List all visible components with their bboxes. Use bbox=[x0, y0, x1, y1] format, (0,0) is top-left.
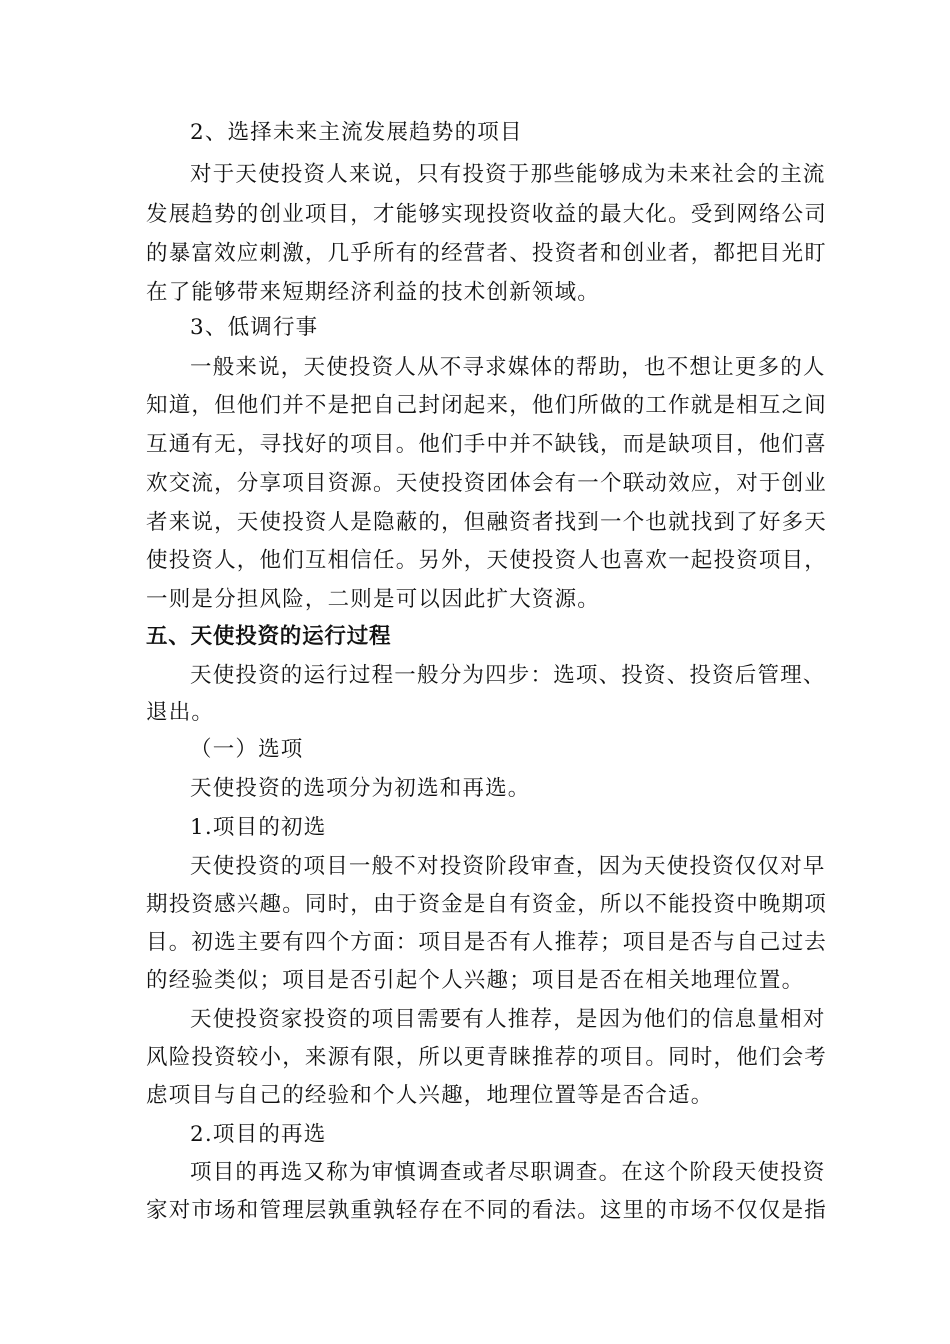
paragraph-line: 者来说，天使投资人是隐蔽的，但融资者找到一个也就找到了好多天 bbox=[146, 510, 828, 535]
paragraph-line: 互通有无，寻找好的项目。他们手中并不缺钱，而是缺项目，他们喜 bbox=[146, 432, 828, 457]
paragraph-line: 的经验类似；项目是否引起个人兴趣；项目是否在相关地理位置。 bbox=[146, 968, 805, 993]
subheading: 3、低调行事 bbox=[190, 315, 319, 340]
paragraph-line: 项目的再选又称为审慎调查或者尽职调查。在这个阶段天使投资 bbox=[190, 1160, 826, 1185]
paragraph-line: 使投资人，他们互相信任。另外，天使投资人也喜欢一起投资项目， bbox=[146, 548, 828, 573]
paragraph-line: 目。初选主要有四个方面：项目是否有人推荐；项目是否与自己过去 bbox=[146, 930, 828, 955]
paragraph-line: 家对市场和管理层孰重孰轻存在不同的看法。这里的市场不仅仅是指 bbox=[146, 1198, 828, 1223]
paragraph-line: 虑项目与自己的经验和个人兴趣，地理位置等是否合适。 bbox=[146, 1083, 714, 1108]
subheading: 2.项目的再选 bbox=[190, 1122, 327, 1147]
section-heading: 五、天使投资的运行过程 bbox=[146, 624, 392, 649]
paragraph-line: 对于天使投资人来说，只有投资于那些能够成为未来社会的主流 bbox=[190, 162, 826, 187]
paragraph-line: 天使投资的运行过程一般分为四步：选项、投资、投资后管理、 bbox=[190, 663, 826, 688]
subheading: 2、选择未来主流发展趋势的项目 bbox=[190, 120, 523, 145]
paragraph-line: 在了能够带来短期经济利益的技术创新领域。 bbox=[146, 280, 601, 305]
paragraph-line: 期投资感兴趣。同时，由于资金是自有资金，所以不能投资中晚期项 bbox=[146, 892, 828, 917]
paragraph-line: 天使投资的选项分为初选和再选。 bbox=[190, 776, 531, 801]
paragraph-line: 风险投资较小，来源有限，所以更青睐推荐的项目。同时，他们会考 bbox=[146, 1045, 828, 1070]
paragraph-line: 退出。 bbox=[146, 700, 215, 725]
paragraph-line: 天使投资的项目一般不对投资阶段审查，因为天使投资仅仅对早 bbox=[190, 854, 826, 879]
subheading: （一）选项 bbox=[190, 737, 304, 762]
paragraph-line: 天使投资家投资的项目需要有人推荐，是因为他们的信息量相对 bbox=[190, 1007, 826, 1032]
paragraph-line: 一般来说，天使投资人从不寻求媒体的帮助，也不想让更多的人 bbox=[190, 355, 826, 380]
paragraph-line: 知道，但他们并不是把自己封闭起来，他们所做的工作就是相互之间 bbox=[146, 393, 828, 418]
paragraph-line: 欢交流，分享项目资源。天使投资团体会有一个联动效应，对于创业 bbox=[146, 471, 828, 496]
paragraph-line: 一则是分担风险，二则是可以因此扩大资源。 bbox=[146, 587, 601, 612]
paragraph-line: 发展趋势的创业项目，才能够实现投资收益的最大化。受到网络公司 bbox=[146, 202, 828, 227]
subheading: 1.项目的初选 bbox=[190, 815, 327, 840]
paragraph-line: 的暴富效应刺激，几乎所有的经营者、投资者和创业者，都把目光盯 bbox=[146, 241, 828, 266]
